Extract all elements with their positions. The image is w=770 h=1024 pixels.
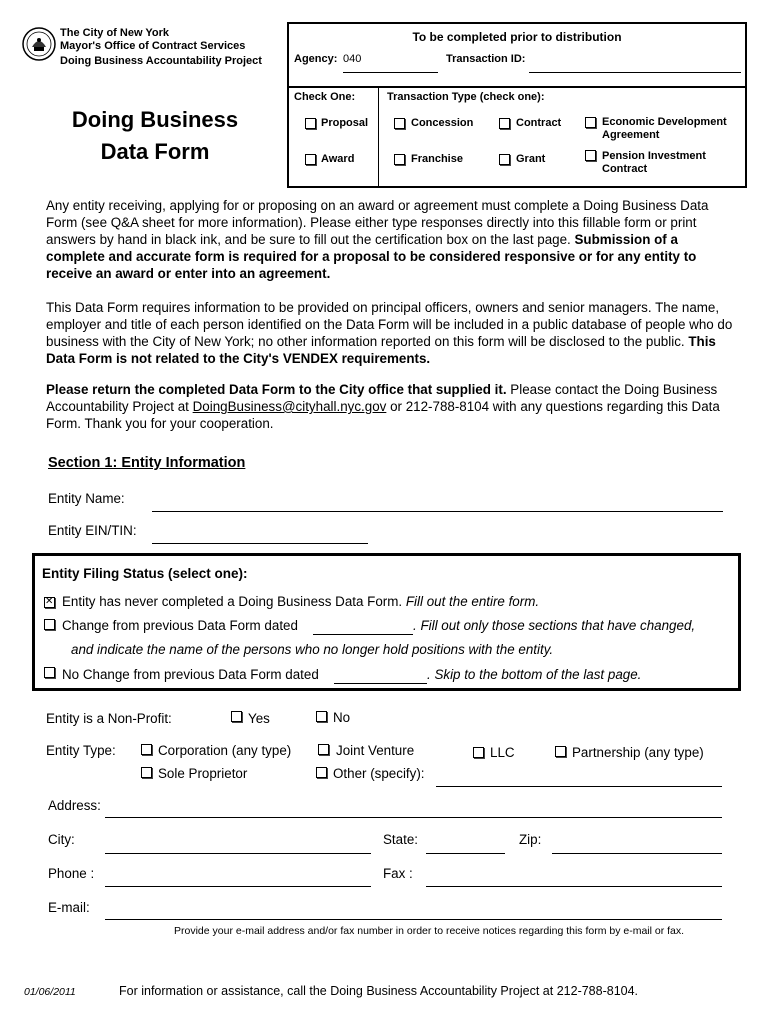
nonprofit-label: Entity is a Non-Profit: [46,711,172,726]
distribution-title: To be completed prior to distribution [412,30,622,44]
sole-proprietor-checkbox[interactable] [141,767,152,778]
email-field[interactable] [105,919,722,920]
transaction-id-label: Transaction ID: [446,53,526,65]
intro-p3-text-end: or 212-788-8104 with any questions regarding this Data Form. Thank you for your cooperation. [46,399,720,431]
joint-venture-label: Joint Venture [336,743,415,758]
pension-investment-checkbox[interactable] [585,150,596,161]
check-one-label: Check One: [294,91,356,103]
pension-line-1: Pension Investment [602,150,706,162]
llc-label: LLC [490,745,515,760]
transaction-id-field[interactable] [529,72,741,73]
city-field[interactable] [105,853,371,854]
phone-field[interactable] [105,886,371,887]
corporation-label: Corporation (any type) [158,743,292,758]
state-field[interactable] [426,853,505,854]
entity-type-label: Entity Type: [46,743,116,758]
no-change-checkbox[interactable] [44,667,55,678]
contact-email-link[interactable]: DoingBusiness@cityhall.nyc.gov [192,399,387,414]
nonprofit-yes-checkbox[interactable] [231,711,242,722]
economic-development-checkbox[interactable] [585,117,596,128]
no-change-label: No Change from previous Data Form dated [62,667,319,682]
change-previous-checkbox[interactable] [44,619,55,630]
franchise-checkbox[interactable] [394,154,405,165]
intro-p2-bold: This Data Form is not related to the City's VENDEX requirements. [46,334,716,366]
other-type-label: Other (specify): [333,766,425,781]
box-divider-vertical [378,86,379,188]
intro-p1-text: Any entity receiving, applying for or proposing on an award or agreement must complete a Doing Business Data Form (see Q&A sheet for more information). Please either type responses directly into this fillable form or print answers by hand in black ink, and be sure to fill out the certification box on the last page. [46,198,709,247]
concession-checkbox[interactable] [394,118,405,129]
sole-proprietor-label: Sole Proprietor [158,766,248,781]
change-previous-note: . Fill out only those sections that have changed, [413,618,696,633]
form-title [60,104,250,168]
email-label: E-mail: [48,900,90,915]
entity-name-label: Entity Name: [48,491,125,506]
filing-status-title: Entity Filing Status (select one): [42,566,248,581]
fax-field[interactable] [426,886,722,887]
assistance-text: For information or assistance, call the Doing Business Accountability Project at 212-788-8104. [119,984,639,998]
entity-ein-label: Entity EIN/TIN: [48,523,137,538]
org-line-3: Doing Business Accountability Project [60,55,262,67]
other-type-checkbox[interactable] [316,767,327,778]
entity-name-field[interactable] [152,511,723,512]
grant-checkbox[interactable] [499,154,510,165]
never-completed-note: Fill out the entire form. [405,594,540,609]
concession-label: Concession [411,117,474,129]
award-label: Award [321,153,355,165]
pension-investment-label [602,150,706,176]
econ-dev-line-2: Agreement [602,129,660,141]
intro-p1-bold: Submission of a complete and accurate form is required for a proposal to be considered responsive or for any entity to receive an award or enter into an agreement. [46,232,697,281]
proposal-label: Proposal [321,117,369,129]
email-note: Provide your e-mail address and/or fax number in order to receive notices regarding this form by e-mail or fax. [174,925,685,937]
partnership-checkbox[interactable] [555,746,566,757]
intro-paragraph-2 [46,299,736,367]
zip-field[interactable] [552,853,722,854]
zip-label: Zip: [519,832,542,847]
form-title-line-1: Doing Business [71,107,239,132]
fax-label: Fax : [383,866,413,881]
entity-ein-field[interactable] [152,543,368,544]
change-previous-date-field[interactable] [313,634,413,635]
intro-p2-text: This Data Form requires information to be provided on principal officers, owners and senior managers. The name, employer and title of each person identified on the Data Form will be included in a public database of people who do business with the City of New York; no other information reported on this form will be disclosed to the public. [46,300,733,349]
corporation-checkbox[interactable] [141,744,152,755]
distribution-box [287,22,747,188]
contract-label: Contract [516,117,562,129]
never-completed-checkbox[interactable] [44,597,55,608]
nonprofit-yes-label: Yes [248,711,270,726]
economic-development-label [602,116,727,142]
city-label: City: [48,832,75,847]
agency-field[interactable]: 040 [343,53,362,65]
phone-label: Phone : [48,866,95,881]
agency-label: Agency: [294,53,338,65]
nonprofit-no-label: No [333,710,351,725]
grant-label: Grant [516,153,546,165]
nonprofit-no-checkbox[interactable] [316,711,327,722]
transaction-type-label: Transaction Type (check one): [387,91,545,103]
never-completed-text: Entity has never completed a Doing Business Data Form. [62,594,403,609]
other-type-field[interactable] [436,786,722,787]
nyc-seal-icon [22,27,56,61]
proposal-checkbox[interactable] [305,118,316,129]
intro-paragraph-3 [46,381,736,432]
box-divider-horizontal [289,86,745,88]
address-field[interactable] [105,817,722,818]
award-checkbox[interactable] [305,154,316,165]
org-line-1: The City of New York [60,27,170,39]
agency-underline [343,72,438,73]
pension-line-2: Contract [602,163,648,175]
franchise-label: Franchise [411,153,463,165]
intro-p3-text: Please contact the Doing Business Accountability Project at [46,382,718,414]
form-title-line-2: Data Form [100,139,210,164]
no-change-date-field[interactable] [334,683,427,684]
form-date: 01/06/2011 [24,986,76,998]
state-label: State: [383,832,418,847]
org-line-2: Mayor's Office of Contract Services [60,40,246,52]
partnership-label: Partnership (any type) [572,745,704,760]
intro-paragraph-1 [46,197,736,282]
intro-p3-bold: Please return the completed Data Form to the City office that supplied it. [46,382,507,397]
section-1-title: Section 1: Entity Information [48,455,246,471]
joint-venture-checkbox[interactable] [318,744,329,755]
org-name [60,27,262,68]
llc-checkbox[interactable] [473,747,484,758]
change-previous-label: Change from previous Data Form dated [62,618,298,633]
econ-dev-line-1: Economic Development [602,116,727,128]
contract-checkbox[interactable] [499,118,510,129]
no-change-note: . Skip to the bottom of the last page. [427,667,642,682]
address-label: Address: [48,798,101,813]
filing-status-box [32,553,741,691]
never-completed-option [62,594,539,609]
change-previous-note-2: and indicate the name of the persons who no longer hold positions with the entity. [71,642,554,657]
